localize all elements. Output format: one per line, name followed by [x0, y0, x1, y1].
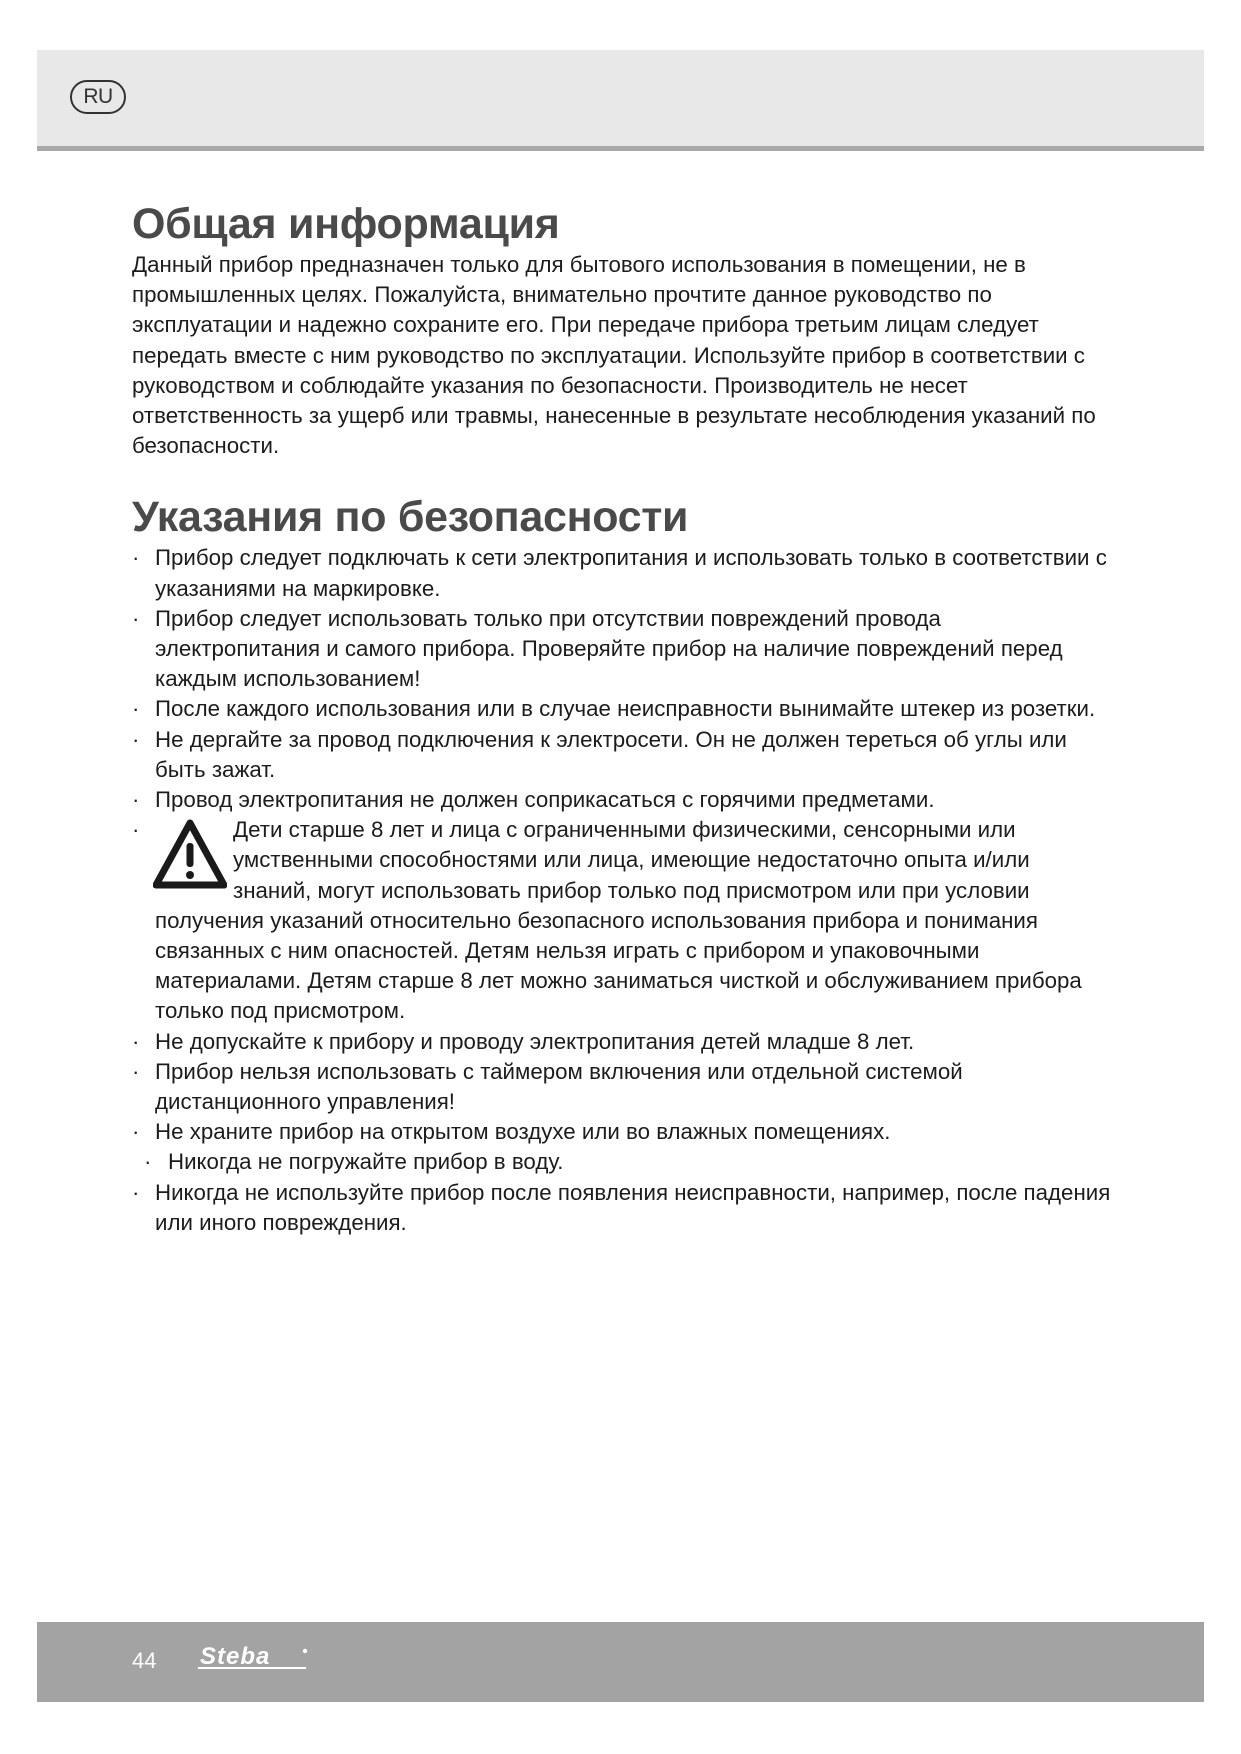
list-item: · Прибор следует использовать только при отсутствии повреждений провода электропитания и самого прибора. Проверяйте прибор на наличие повреждений перед каждым использованием! — [132, 605, 1063, 692]
header-band — [37, 50, 1204, 151]
steba-logo — [194, 1644, 312, 1674]
list-item: · Не допускайте к прибору и проводу электропитания детей младше 8 лет. — [132, 1028, 915, 1054]
list-item: · Прибор следует подключать к сети электропитания и использовать только в соответствии с указаниями на маркировке. — [132, 545, 1107, 601]
general-info-text: Данный прибор предназначен только для бытового использования в помещении, не в промышленных целях. Пожалуйста, внимательно прочтите данное руководство по эксплуатации и надежно сохраните его. При передаче прибора третьим лицам следует передать вместе с ним руководство по эксплуатации. Используйте прибор в соответствии с руководством и соблюдайте указания по безопасности. Производитель не несет ответственность за ущерб или травмы, нанесенные в результате несоблюдения указаний по безопасности. — [132, 252, 1096, 459]
list-item: · Никогда не погружайте прибор в воду. — [144, 1149, 564, 1175]
language-badge: RU — [70, 80, 126, 114]
list-item: · Никогда не используйте прибор после появления неисправности, например, после падения или иного повреждения. — [132, 1179, 1111, 1235]
list-item: · После каждого использования или в случае неисправности вынимайте штекер из розетки. — [132, 696, 1096, 722]
list-item: · Прибор нельзя использовать с таймером включения или отдельной системой дистанционного управления! — [132, 1058, 963, 1115]
footer-band — [37, 1622, 1204, 1702]
page-number: 44 — [132, 1648, 157, 1673]
list-item: · Провод электропитания не должен соприкасаться с горячими предметами. — [132, 787, 935, 813]
list-item: · Не храните прибор на открытом воздухе или во влажных помещениях. — [132, 1119, 891, 1145]
warning-triangle-icon — [153, 819, 227, 891]
page-content — [132, 198, 1112, 1238]
general-info-title: Общая информация — [132, 200, 560, 248]
list-item-warning: · Дети старше 8 лет и лица с ограниченными физическими, сенсорными или умственными способностями или лица, имеющие недостаточно опыта и/или знаний, могут использовать прибор только под присмотром или при условии получения указаний относительно безопасного использования прибора и понимания связанных с ним опасностей. Детям нельзя играть с прибором и упаковочными материалами. Детям старше 8 лет можно заниматься чисткой и обслуживанием прибора только под присмотром. — [132, 817, 1082, 1024]
svg-text:Steba: Steba — [200, 1644, 271, 1670]
list-item: · Не дергайте за провод подключения к электросети. Он не должен тереться об углы или быть зажат. — [132, 726, 1067, 782]
safety-title: Указания по безопасности — [132, 493, 689, 542]
safety-list — [132, 543, 1112, 1238]
